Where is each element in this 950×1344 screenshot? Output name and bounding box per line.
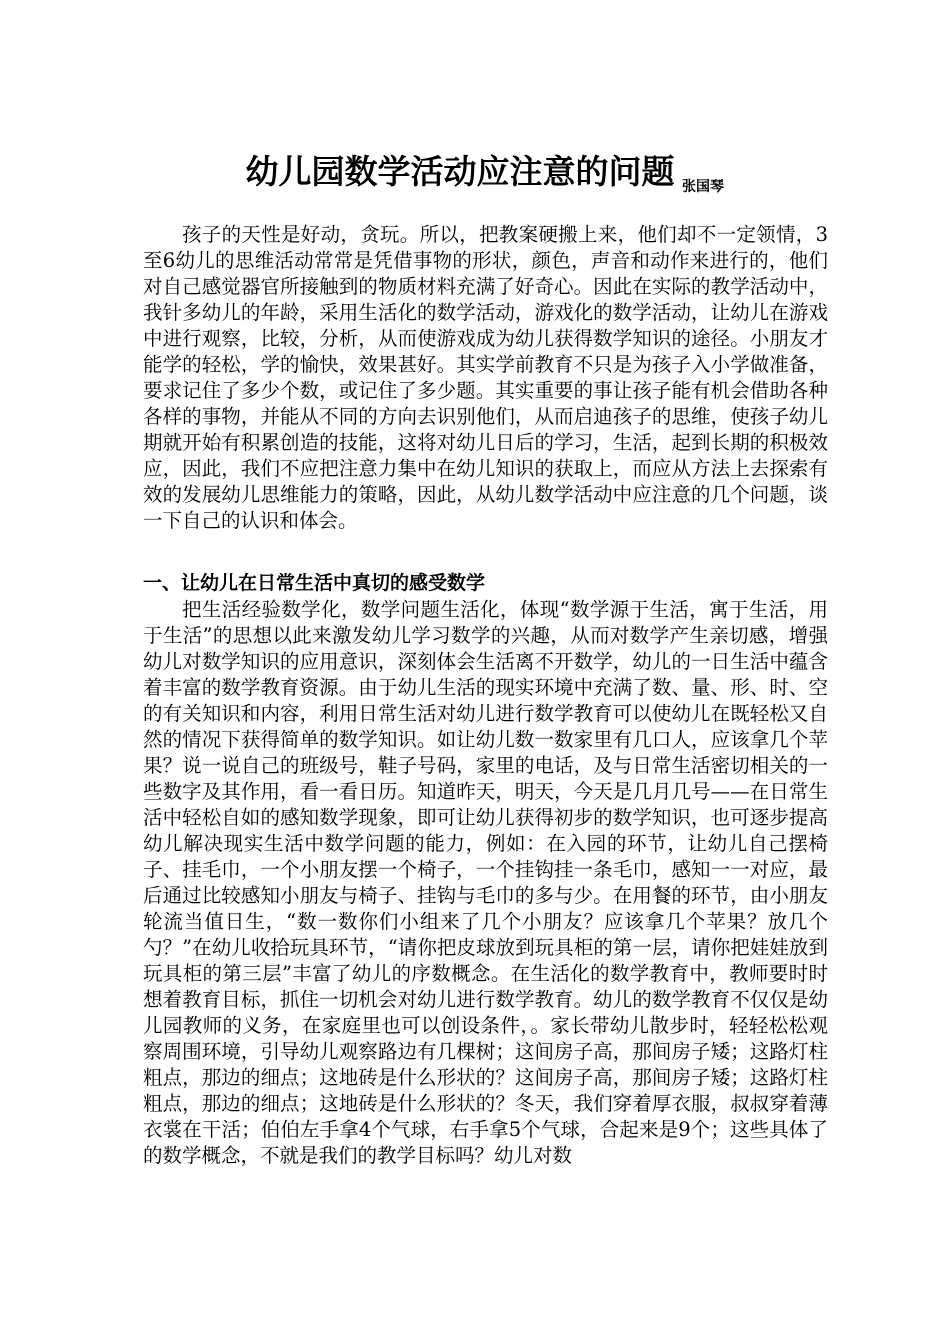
section-heading-1: 一、让幼儿在日常生活中真切的感受数学 (143, 572, 486, 594)
document-title: 幼儿园数学活动应注意的问题 (245, 152, 675, 192)
section-1-paragraph: 把生活经验数学化，数学问题生活化，体现“数学源于生活，寓于生活，用于生活”的思想以此来激发幼儿学习数学的兴趣，从而对数学产生亲切感，增强幼儿对数学知识的应用意识，深刻体会生活离不开数学，幼儿的一日生活中蕴含着丰富的数学教育资源。由于幼儿生活的现实环境中充满了数、量、形、时、空的有关知识和内容，利用日常生活对幼儿进行数学教育可以使幼儿在既轻松又自然的情况下获得简单的数学知识。如让幼儿数一数家里有几口人，应该拿几个苹果？说一说自己的班级号，鞋子号码，家里的电话，及与日常生活密切相关的一些数字及其作用，看一看日历。知道昨天，明天，今天是几月几号——在日常生活中轻松自如的感知数学现象，即可让幼儿获得初步的数学知识，也可逐步提高幼儿解决现实生活中数学问题的能力，例如：在入园的环节，让幼儿自己摆椅子、挂毛巾，一个小朋友摆一个椅子，一个挂钩挂一条毛巾，感知一一对应，最后通过比较感知小朋友与椅子、挂钩与毛巾的多与少。在用餐的环节，由小朋友轮流当值日生，“数一数你们小组来了几个小朋友？应该拿几个苹果？放几个勺？”在幼儿收拾玩具环节，“请你把皮球放到玩具柜的第一层，请你把娃娃放到玩具柜的第三层”丰富了幼儿的序数概念。在生活化的数学教育中，教师要时时想着教育目标，抓住一切机会对幼儿进行数学教育。幼儿的数学教育不仅仅是幼儿园教师的义务，在家庭里也可以创设条件，。家长带幼儿散步时，轻轻松松观察周围环境，引导幼儿观察路边有几棵树；这间房子高，那间房子矮；这路灯柱粗点，那边的细点；这地砖是什么形状的？这间房子高，那间房子矮；这路灯柱粗点，那边的细点；这地砖是什么形状的？冬天，我们穿着厚衣服，叔叔穿着薄衣裳在干活；伯伯左手拿4个气球，右手拿5个气球，合起来是9个；这些具体了的数学概念，不就是我们的教学目标吗？幼儿对数 (143, 598, 828, 1167)
intro-paragraph: 孩子的天性是好动，贪玩。所以，把教案硬搬上来，他们却不一定领情，3至6幼儿的思维活动常常是凭借事物的形状，颜色，声音和动作来进行的，他们对自己感觉器官所接触到的物质材料充满了好奇心。因此在实际的教学活动中，我针多幼儿的年龄，采用生活化的数学活动，游戏化的数学活动，让幼儿在游戏中进行观察，比较，分析，从而使游戏成为幼儿获得数学知识的途径。小朋友才能学的轻松，学的愉快，效果甚好。其实学前教育不只是为孩子入小学做准备，要求记住了多少个数，或记住了多少题。其实重要的事让孩子能有机会借助各种各样的事物，并能从不同的方向去识别他们，从而启迪孩子的思维，使孩子幼儿期就开始有积累创造的技能，这将对幼儿日后的学习，生活，起到长期的积极效应，因此，我们不应把注意力集中在幼儿知识的获取上，而应从方法上去探索有效的发展幼儿思维能力的策略，因此，从幼儿数学活动中应注意的几个问题，谈一下自己的认识和体会。 (143, 223, 828, 532)
author-name: 张国琴 (682, 179, 724, 195)
